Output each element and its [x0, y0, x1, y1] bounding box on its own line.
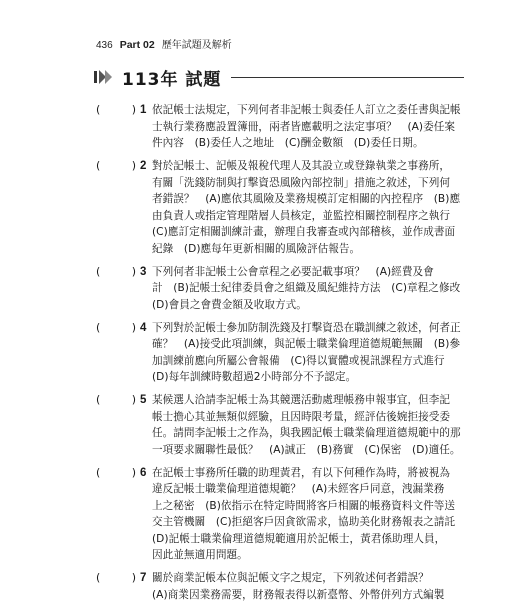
- page-header: [96, 36, 232, 51]
- question-line: 紀錄 (D)應每年更新相關的風險評估報告。: [152, 242, 361, 255]
- question-text: [152, 264, 476, 314]
- question-line: 有關「洗錢防制與打擊資恐風險內部控制」措施之敘述，下列何: [152, 176, 451, 189]
- question-line: 士執行業務應設置簿冊，兩者皆應載明之法定事項？ (A)委任案: [152, 120, 456, 133]
- question-item: [96, 320, 476, 386]
- answer-blank: ( ): [96, 393, 136, 406]
- question-line: 帳士擔心其並無類似經驗，且因時限考量，經評估後婉拒接受委: [152, 410, 451, 423]
- question-number: 3: [140, 265, 147, 278]
- question-line: (D)會員之會費金額及收取方式。: [152, 298, 307, 311]
- exam-title-row: [94, 66, 464, 88]
- exam-title: 113年 試題: [122, 69, 222, 90]
- question-list: [96, 102, 476, 610]
- question-line: 依記帳士法規定，下列何者非記帳士與委任人訂立之委任書與記帳: [152, 104, 461, 116]
- question-line: 關於商業記帳本位與記帳文字之規定，下列敘述何者錯誤？: [152, 572, 429, 584]
- question-line: (C)應訂定相關訓練計畫，辦理自我審查或內部稽核，並作成書面: [152, 226, 456, 238]
- question-line: 由負責人或指定管理階層人員核定，並監控相關控制程序之執行: [152, 209, 451, 222]
- double-chevron-icon: [94, 69, 114, 85]
- section-title: 歷年試題及解析: [161, 40, 232, 51]
- question-text: [152, 320, 476, 386]
- question-line: 交主管機關 (C)拒絕客戶因貪欲需求，協助美化財務報表之請託: [152, 516, 456, 528]
- question-item: [96, 264, 476, 314]
- question-line: 確？ (A)接受此項訓練，與記帳士職業倫理道德規範無關 (B)參: [152, 338, 461, 350]
- question-line: (D)每年訓練時數超過2小時部分不予認定。: [152, 371, 357, 383]
- question-item: [96, 570, 476, 603]
- question-number: 5: [140, 394, 147, 406]
- question-text: [152, 570, 476, 603]
- question-text: [152, 465, 476, 564]
- answer-blank: ( ): [96, 103, 136, 116]
- question-text: [152, 158, 476, 257]
- question-line: 件內容 (B)委任人之地址 (C)酬金數額 (D)委任日期。: [152, 137, 424, 149]
- answer-blank: ( ): [96, 465, 136, 479]
- question-line: (D)記帳士職業倫理道德規範適用於記帳士，黃君係助理人員，: [152, 532, 446, 545]
- question-item: [96, 102, 476, 152]
- question-line: (A)商業因業務需要，財務報表得以新臺幣、外幣併列方式編製: [152, 588, 445, 601]
- question-number: 6: [140, 466, 147, 479]
- answer-blank: ( ): [96, 571, 136, 584]
- question-text: [152, 102, 476, 152]
- question-line: 下列何者非記帳士公會章程之必要記載事項？ (A)經費及會: [152, 265, 434, 278]
- question-line: 違反記帳士職業倫理道德規範？ (A)未經客戶同意，洩漏業務: [152, 483, 445, 495]
- page-number: 436: [96, 40, 113, 51]
- question-line: 者錯誤？ (A)應依其風險及業務規模訂定相關的內控程序 (B)應: [152, 193, 461, 205]
- answer-blank: ( ): [96, 264, 136, 278]
- question-line: 某候選人洽請李記帳士為其競選活動處理帳務申報事宜，但李記: [152, 394, 451, 406]
- question-line: 加訓練前應向所屬公會報備 (C)得以實體或視訊課程方式進行: [152, 354, 445, 367]
- question-number: 7: [140, 572, 147, 584]
- question-line: 任。請問李記帳士之作為，與我國記帳士職業倫理道德規範中的那: [152, 427, 461, 439]
- question-item: [96, 392, 476, 458]
- question-number: 4: [140, 321, 147, 334]
- question-item: [96, 465, 476, 564]
- question-line: 一項要求關聯性最低？ (A)誠正 (B)務實 (C)保密 (D)適任。: [152, 443, 461, 456]
- question-item: [96, 158, 476, 257]
- answer-blank: ( ): [96, 159, 136, 172]
- question-text: [152, 392, 476, 458]
- question-line: 在記帳士事務所任職的助理黃君，有以下何種作為時，將被視為: [152, 466, 451, 479]
- question-line: 計 (B)記帳士紀律委員會之組織及風紀維持方法 (C)章程之修改: [152, 282, 461, 294]
- question-line: 下列對於記帳士參加防制洗錢及打擊資恐在職訓練之敘述，何者正: [152, 321, 461, 334]
- question-line: 對於記帳士、記帳及報稅代理人及其設立或登錄執業之事務所，: [152, 160, 451, 172]
- answer-blank: ( ): [96, 320, 136, 334]
- question-line: 因此並無適用問題。: [152, 549, 248, 561]
- question-number: 1: [140, 104, 147, 116]
- part-label: Part 02: [119, 39, 155, 51]
- question-number: 2: [140, 160, 147, 172]
- title-divider: [231, 77, 464, 78]
- question-line: 上之秘密 (B)依指示在特定時間將客戶相關的帳務資料文件等送: [152, 499, 456, 512]
